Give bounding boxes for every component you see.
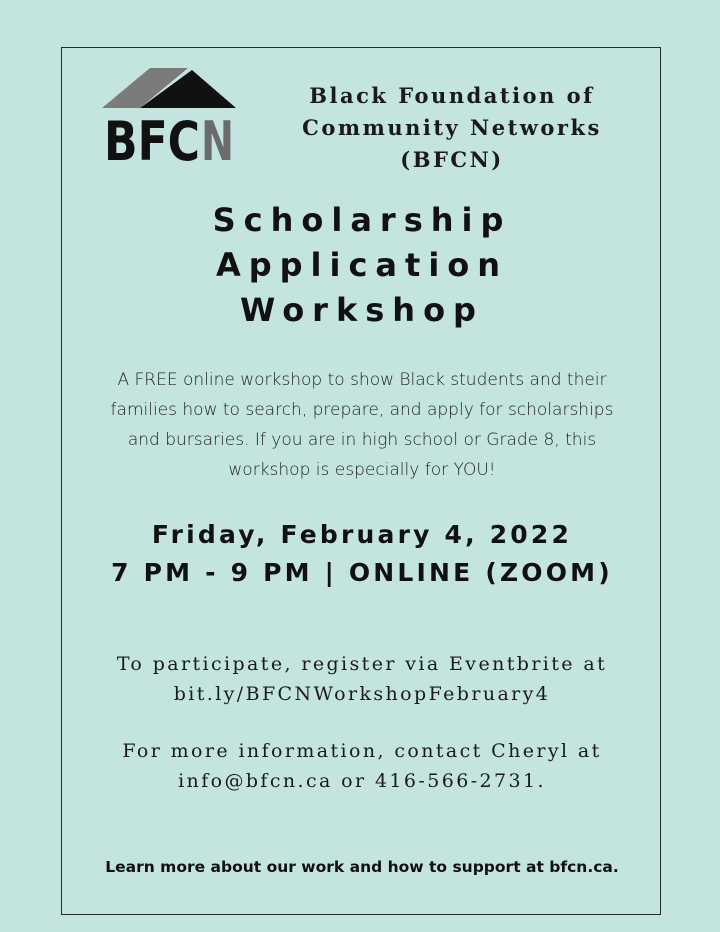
footer-note: Learn more about our work and how to support at bfcn.ca. <box>105 858 619 876</box>
register-link[interactable]: bit.ly/BFCNWorkshopFebruary4 <box>173 683 551 705</box>
event-datetime <box>62 516 662 592</box>
description-line: workshop is especially for YOU! <box>228 460 496 480</box>
contact-details[interactable]: info@bfcn.ca or 416-566-2731. <box>178 770 546 792</box>
title-line: Workshop <box>240 291 484 329</box>
org-name-line: Community Networks <box>302 115 602 140</box>
svg-text:N: N <box>201 110 234 162</box>
organization-name <box>280 80 624 176</box>
bfcn-logo <box>102 66 236 162</box>
register-text: To participate, register via Eventbrite at <box>116 653 608 675</box>
org-name-line: (BFCN) <box>400 147 504 172</box>
title-line: Scholarship <box>212 201 512 239</box>
workshop-description <box>72 365 652 485</box>
description-line: families how to search, prepare, and apply for scholarships <box>110 400 614 420</box>
event-time-location: 7 PM - 9 PM | ONLINE (ZOOM) <box>111 558 613 587</box>
description-line: and bursaries. If you are in high school or Grade 8, this <box>127 430 597 450</box>
contact-info <box>62 736 662 796</box>
house-roof-icon <box>102 66 236 162</box>
event-date: Friday, February 4, 2022 <box>151 520 573 549</box>
svg-text:BFC: BFC <box>104 110 200 162</box>
workshop-title <box>62 198 662 333</box>
org-name-line: Black Foundation of <box>309 83 595 108</box>
contact-text: For more information, contact Cheryl at <box>122 740 602 762</box>
title-line: Application <box>215 246 509 284</box>
description-line: A FREE online workshop to show Black students and their <box>117 370 607 390</box>
registration-info <box>62 649 662 709</box>
